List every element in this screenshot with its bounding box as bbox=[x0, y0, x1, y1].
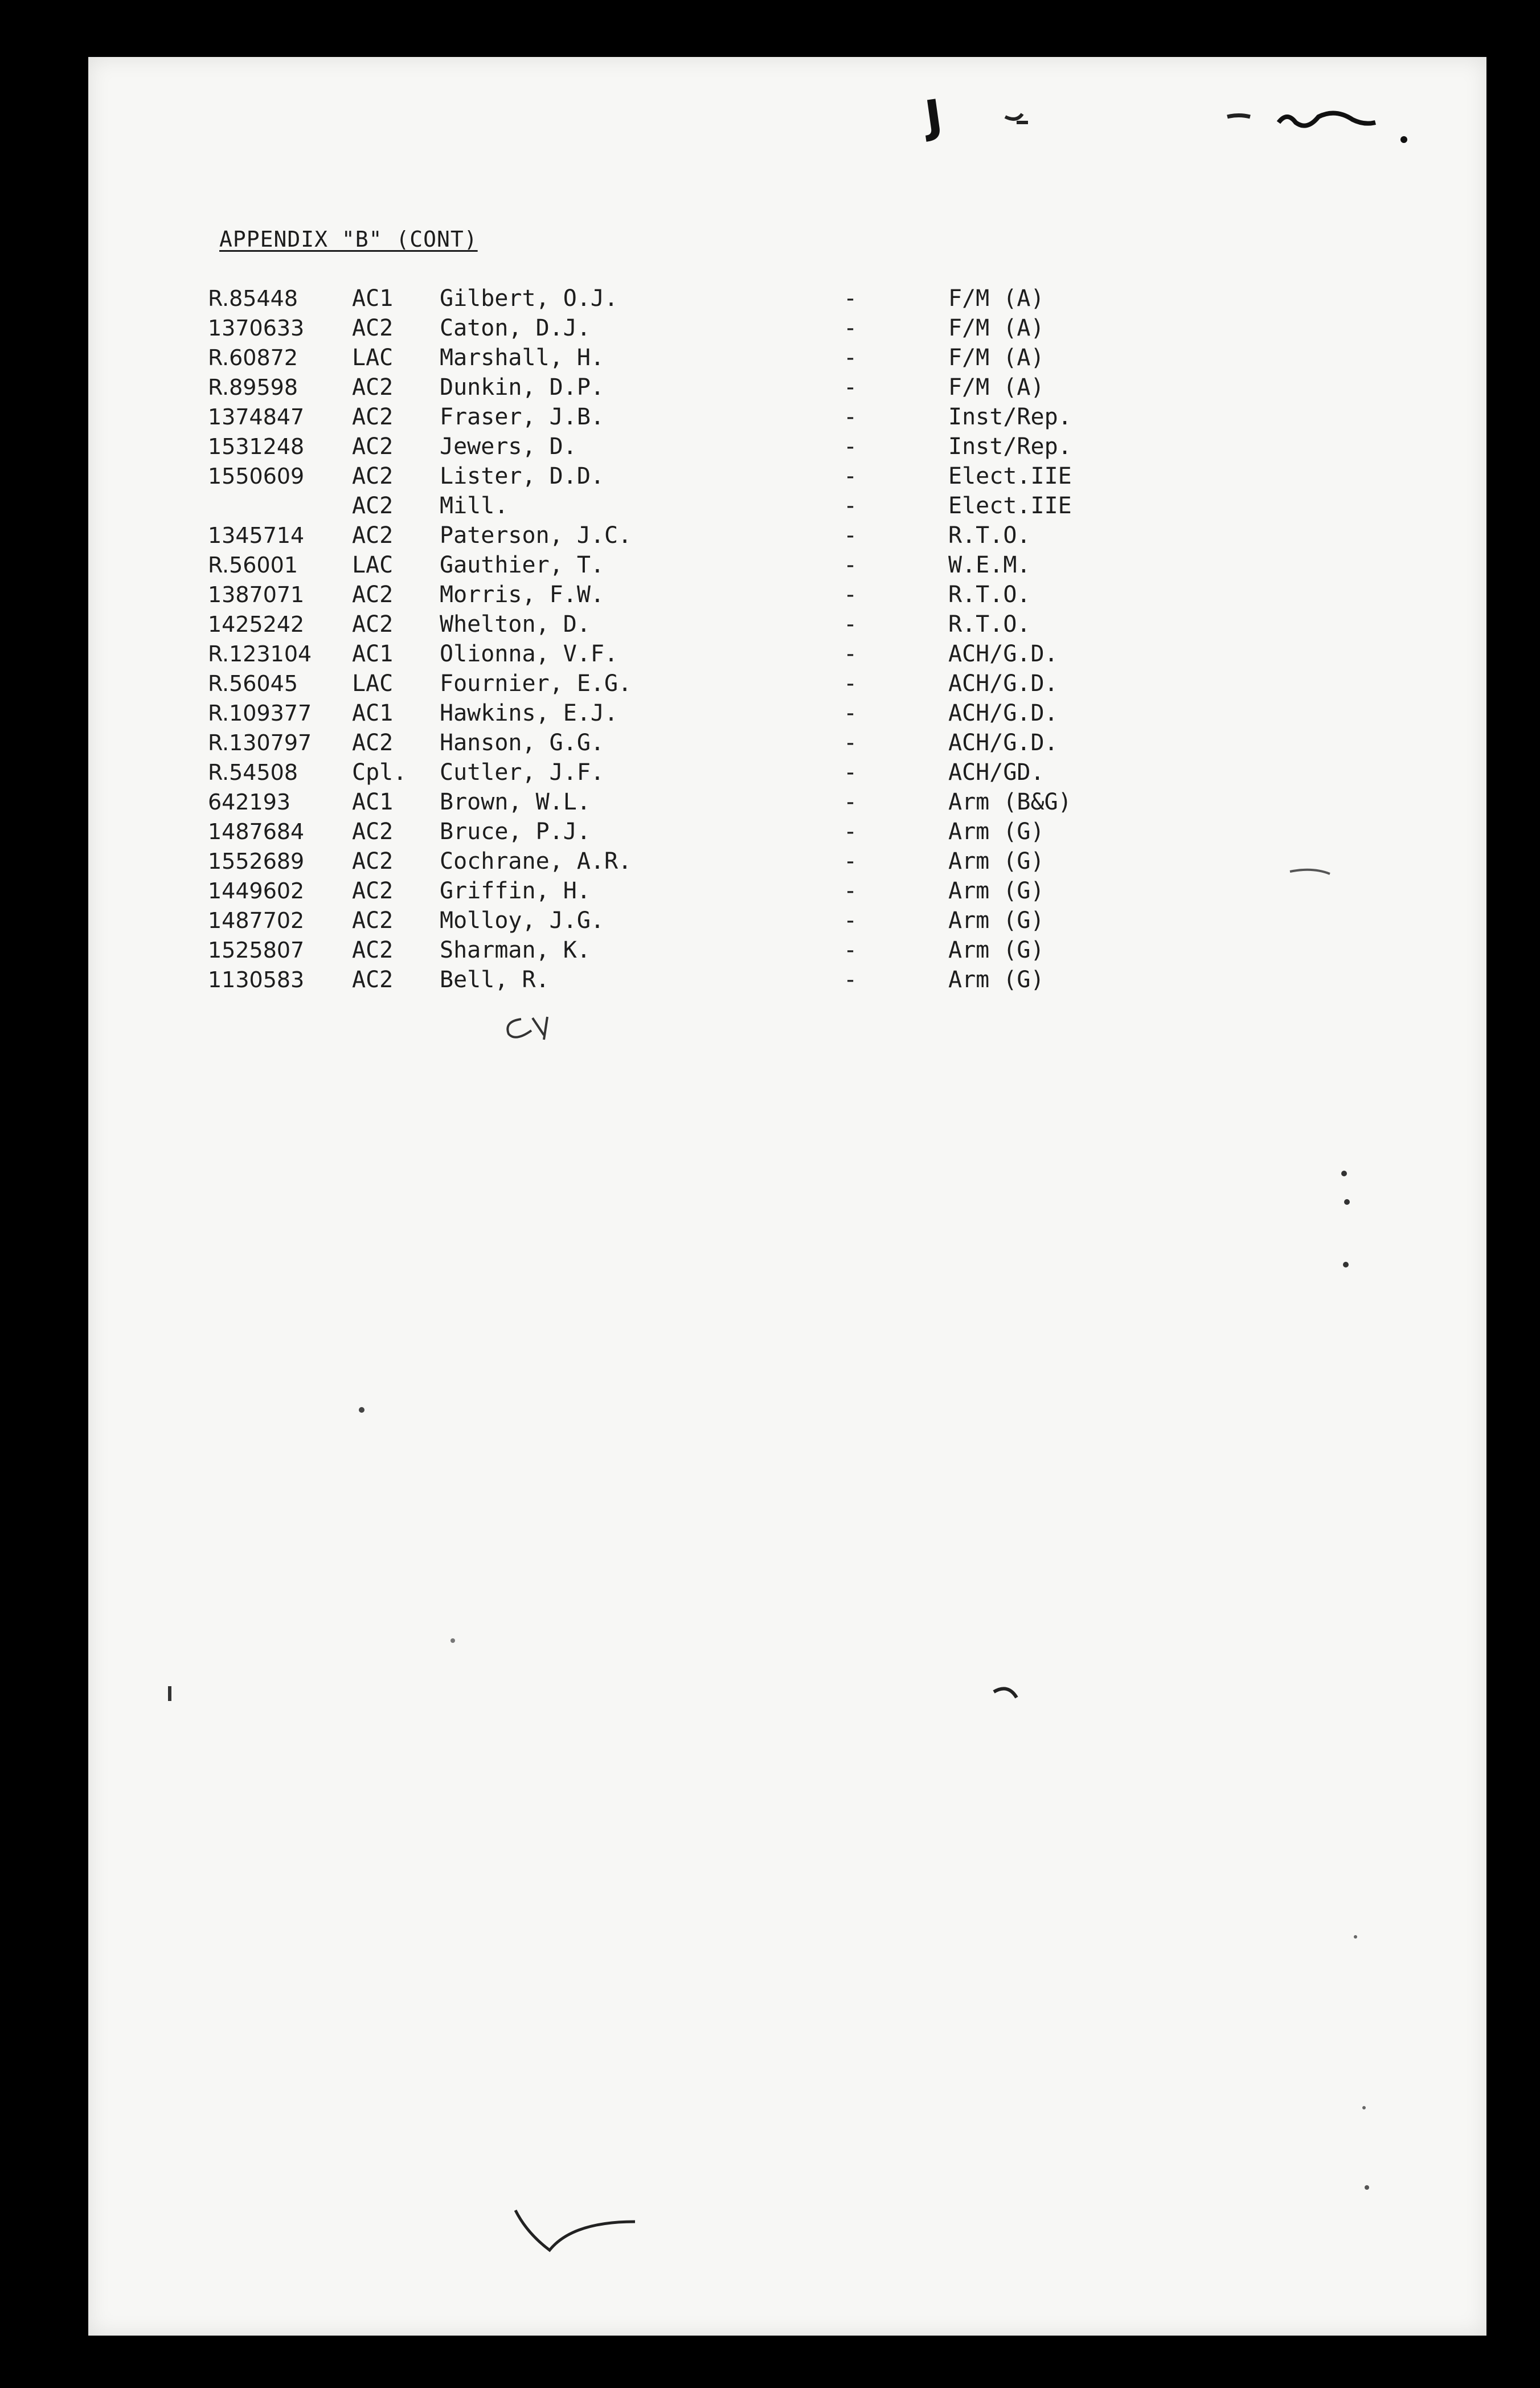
service-number: 1525807 bbox=[208, 938, 305, 963]
trade: Arm (G) bbox=[948, 967, 1045, 993]
service-number: R.54508 bbox=[208, 760, 298, 785]
airman-name: Hanson, G.G. bbox=[440, 730, 604, 756]
separator-dash: - bbox=[843, 493, 858, 519]
rank: AC2 bbox=[352, 730, 394, 756]
airman-name: Whelton, D. bbox=[440, 611, 591, 637]
separator-dash: - bbox=[843, 641, 858, 667]
separator-dash: - bbox=[843, 374, 858, 400]
airman-name: Lister, D.D. bbox=[440, 463, 604, 489]
trade: Elect.IIE bbox=[948, 463, 1072, 489]
rank: AC2 bbox=[352, 937, 394, 963]
trade: Inst/Rep. bbox=[948, 404, 1072, 430]
service-number: 1487702 bbox=[208, 908, 305, 933]
rank: AC2 bbox=[352, 967, 394, 993]
service-number: 1370633 bbox=[208, 316, 305, 341]
separator-dash: - bbox=[843, 582, 858, 608]
separator-dash: - bbox=[843, 907, 858, 934]
rank: AC2 bbox=[352, 522, 394, 549]
separator-dash: - bbox=[843, 759, 858, 786]
rank: AC2 bbox=[352, 582, 394, 608]
separator-dash: - bbox=[843, 848, 858, 874]
trade: ACH/G.D. bbox=[948, 700, 1058, 726]
service-number: 642193 bbox=[208, 790, 291, 815]
trade: F/M (A) bbox=[948, 374, 1045, 400]
trade: ACH/G.D. bbox=[948, 730, 1058, 756]
rank: AC2 bbox=[352, 463, 394, 489]
separator-dash: - bbox=[843, 937, 858, 963]
airman-name: Dunkin, D.P. bbox=[440, 374, 604, 400]
airman-name: Griffin, H. bbox=[440, 878, 591, 904]
rank: AC1 bbox=[352, 789, 394, 815]
trade: Arm (G) bbox=[948, 848, 1045, 874]
airman-name: Cochrane, A.R. bbox=[440, 848, 632, 874]
service-number: R.109377 bbox=[208, 701, 312, 726]
trade: R.T.O. bbox=[948, 582, 1031, 608]
paper-specks bbox=[88, 57, 1486, 2336]
trade: Arm (G) bbox=[948, 907, 1045, 934]
rank: AC1 bbox=[352, 700, 394, 726]
rank: AC1 bbox=[352, 641, 394, 667]
trade: F/M (A) bbox=[948, 285, 1045, 312]
rank: AC2 bbox=[352, 315, 394, 341]
trade: R.T.O. bbox=[948, 522, 1031, 549]
separator-dash: - bbox=[843, 730, 858, 756]
service-number: 1550609 bbox=[208, 464, 305, 489]
airman-name: Marshall, H. bbox=[440, 345, 604, 371]
airman-name: Gauthier, T. bbox=[440, 552, 604, 578]
service-number: R.56045 bbox=[208, 671, 298, 696]
rank: AC2 bbox=[352, 819, 394, 845]
airman-name: Mill. bbox=[440, 493, 509, 519]
rank: Cpl. bbox=[352, 759, 407, 786]
airman-name: Hawkins, E.J. bbox=[440, 700, 619, 726]
rank: AC2 bbox=[352, 907, 394, 934]
separator-dash: - bbox=[843, 345, 858, 371]
airman-name: Cutler, J.F. bbox=[440, 759, 604, 786]
airman-name: Bell, R. bbox=[440, 967, 550, 993]
service-number: 1487684 bbox=[208, 819, 305, 844]
airman-name: Brown, W.L. bbox=[440, 789, 591, 815]
separator-dash: - bbox=[843, 611, 858, 637]
separator-dash: - bbox=[843, 789, 858, 815]
separator-dash: - bbox=[843, 819, 858, 845]
airman-name: Fraser, J.B. bbox=[440, 404, 604, 430]
rank: AC2 bbox=[352, 404, 394, 430]
trade: ACH/GD. bbox=[948, 759, 1045, 786]
rank: LAC bbox=[352, 552, 394, 578]
separator-dash: - bbox=[843, 700, 858, 726]
service-number: R.85448 bbox=[208, 286, 298, 311]
separator-dash: - bbox=[843, 552, 858, 578]
separator-dash: - bbox=[843, 522, 858, 549]
service-number: 1552689 bbox=[208, 849, 305, 874]
trade: Elect.IIE bbox=[948, 493, 1072, 519]
service-number: 1425242 bbox=[208, 612, 305, 637]
trade: F/M (A) bbox=[948, 345, 1045, 371]
separator-dash: - bbox=[843, 670, 858, 697]
airman-name: Paterson, J.C. bbox=[440, 522, 632, 549]
rank: AC2 bbox=[352, 493, 394, 519]
service-number: 1130583 bbox=[208, 967, 305, 992]
rank: AC2 bbox=[352, 434, 394, 460]
service-number: 1531248 bbox=[208, 434, 305, 459]
service-number: 1374847 bbox=[208, 404, 305, 430]
rank: AC2 bbox=[352, 611, 394, 637]
separator-dash: - bbox=[843, 404, 858, 430]
service-number: R.56001 bbox=[208, 553, 298, 578]
service-number: 1449602 bbox=[208, 878, 305, 903]
document-page bbox=[88, 57, 1486, 2336]
service-number: R.123104 bbox=[208, 641, 312, 666]
service-number: R.130797 bbox=[208, 730, 312, 755]
trade: ACH/G.D. bbox=[948, 670, 1058, 697]
airman-name: Caton, D.J. bbox=[440, 315, 591, 341]
trade: F/M (A) bbox=[948, 315, 1045, 341]
rank: AC2 bbox=[352, 878, 394, 904]
trade: R.T.O. bbox=[948, 611, 1031, 637]
trade: Inst/Rep. bbox=[948, 434, 1072, 460]
service-number: R.60872 bbox=[208, 345, 298, 370]
rank: LAC bbox=[352, 670, 394, 697]
separator-dash: - bbox=[843, 878, 858, 904]
separator-dash: - bbox=[843, 967, 858, 993]
airman-name: Morris, F.W. bbox=[440, 582, 604, 608]
service-number: R.89598 bbox=[208, 375, 298, 400]
rank: LAC bbox=[352, 345, 394, 371]
service-number: 1387071 bbox=[208, 582, 305, 607]
trade: ACH/G.D. bbox=[948, 641, 1058, 667]
trade: Arm (G) bbox=[948, 878, 1045, 904]
airman-name: Sharman, K. bbox=[440, 937, 591, 963]
airman-name: Molloy, J.G. bbox=[440, 907, 604, 934]
trade: Arm (G) bbox=[948, 937, 1045, 963]
rank: AC2 bbox=[352, 374, 394, 400]
page-heading: APPENDIX "B" (CONT) bbox=[219, 227, 478, 252]
handwritten-top-mark: J bbox=[921, 90, 946, 144]
airman-name: Fournier, E.G. bbox=[440, 670, 632, 697]
separator-dash: - bbox=[843, 315, 858, 341]
separator-dash: - bbox=[843, 463, 858, 489]
trade: Arm (B&G) bbox=[948, 789, 1072, 815]
airman-name: Olionna, V.F. bbox=[440, 641, 619, 667]
rank: AC1 bbox=[352, 285, 394, 312]
airman-name: Jewers, D. bbox=[440, 434, 577, 460]
trade: Arm (G) bbox=[948, 819, 1045, 845]
airman-name: Gilbert, O.J. bbox=[440, 285, 619, 312]
separator-dash: - bbox=[843, 285, 858, 312]
airman-name: Bruce, P.J. bbox=[440, 819, 591, 845]
trade: W.E.M. bbox=[948, 552, 1031, 578]
rank: AC2 bbox=[352, 848, 394, 874]
service-number: 1345714 bbox=[208, 523, 305, 548]
separator-dash: - bbox=[843, 434, 858, 460]
